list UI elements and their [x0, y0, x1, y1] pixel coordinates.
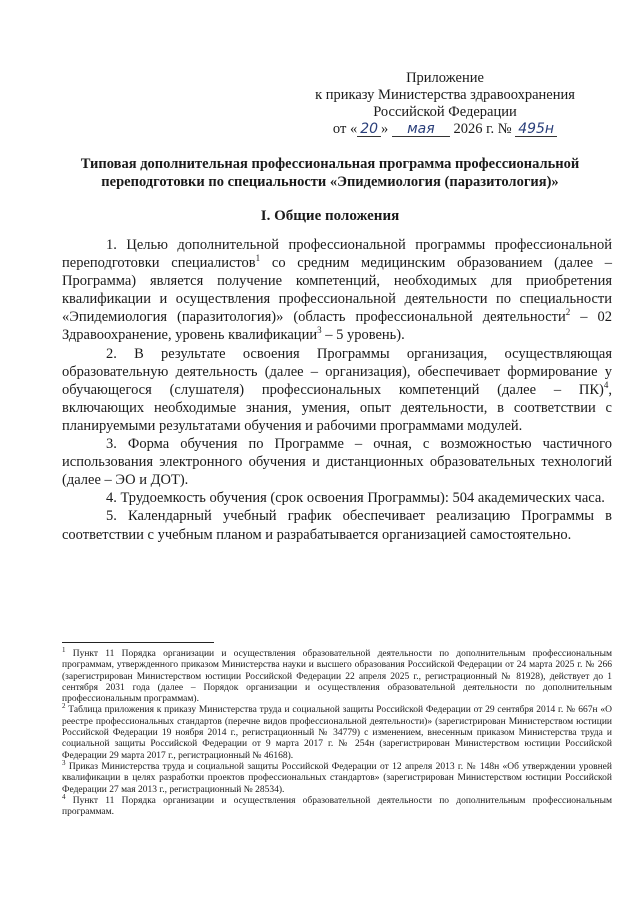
section-heading: I. Общие положения — [260, 208, 400, 224]
order-number-handwritten: 495н — [515, 122, 557, 137]
paragraph-3: 3. Форма обучения по Программе – очная, с возможностью частичного использования электронного обучения и дистанционных образовательных технологий (далее – ЭО и ДОТ). — [62, 436, 612, 489]
date-year: 2026 г. № — [453, 121, 512, 137]
footnote-separator — [62, 642, 214, 643]
footnote-1: $^1$ Пункт 11 Порядка организации и осуществления образовательной деятельности по дополнительным профессиональным программам, утвержденного приказом Министерства науки и высшего образования Российской Федерации от 24 марта 2025 г. № 266 (зарегистрирован Министерством юстиции Российской Федерации 22 апреля 2025 г., регистрационный № 81928), действует до 1 сентября 2031 года (далее – Порядок организации и осуществления образовательной деятельности по дополнительным профессиональным программам). — [62, 645, 612, 705]
footnote-2: $^2$ Таблица приложения к приказу Министерства труда и социальной защиты Российской Федерации от 29 сентября 2014 г. № 667н «О реестре профессиональных стандартов (перечне видов профессиональной деятельности)» (зарегистрирован Министерством юстиции Российской Федерации 19 ноября 2014 г., регистрационный № 34779) с изменением, внесенным приказом Министерства труда и социальной защиты Российской Федерации от 9 марта 2017 г. № 254н (зарегистрирован Министерством юстиции Российской Федерации 29 марта 2017 г., регистрационный № 46168). — [62, 702, 612, 761]
footnote-ref-4: 4 — [603, 379, 609, 390]
footnotes — [62, 645, 612, 818]
footnote-ref-3: 3 — [317, 325, 322, 336]
program-title: Типовая дополнительная профессиональная программа профессиональной переподготовки по специальности «Эпидемиология (паразитология)» — [80, 156, 580, 190]
appendix-label: Приложение — [406, 70, 484, 86]
paragraph-5: 5. Календарный учебный график обеспечивает реализацию Программы в соответствии с учебным планом и разрабатывается организацией самостоятельно. — [62, 508, 612, 543]
paragraph-2: 2. В результате освоения Программы организация, осуществляющая образовательную деятельность (далее – организация), обеспечивает формирование у обучающегося (слушателя) профессиональных компетенций (далее – ПК)$^4$, включающих необходимые знания, умения, опыт деятельности, в соответствии с планируемыми результатами обучения и рабочими программами модулей. — [62, 345, 612, 434]
paragraph-4: 4. Трудоемкость обучения (срок освоения Программы): 504 академических часа. — [106, 490, 605, 507]
footnote-ref-1: 1 — [255, 253, 261, 264]
date-quote-close: » — [381, 121, 389, 137]
footnote-4: $^4$ Пункт 11 Порядка организации и осуществления образовательной деятельности по дополнительным профессиональным программам. — [62, 792, 612, 818]
date-month-handwritten: мая — [392, 122, 450, 137]
date-day-handwritten: 20 — [357, 122, 381, 137]
section-body — [62, 236, 612, 544]
date-prefix: от « — [332, 121, 358, 137]
footnote-ref-2: 2 — [565, 307, 571, 318]
footnote-3: $^3$ Приказ Министерства труда и социальной защиты Российской Федерации от 12 апреля 2013 г. № 148н «Об утверждении уровней квалификации в целях разработки проектов профессиональных стандартов» (зарегистрирован Министерством юстиции Российской Федерации 27 мая 2013 г., регистрационный № 28534). — [62, 758, 612, 795]
paragraph-1: 1. Целью дополнительной профессиональной программы профессиональной переподготовки специалистов$^1$ со средним медицинским образованием (далее – Программа) является получение компетенций, необходимых для приобретения квалификации и осуществления профессиональной деятельности по специальности «Эпидемиология (паразитология)» (область профессиональной деятельности$^2$ – 02 Здравоохранение, уровень квалификации$^3$ – 5 уровень). — [62, 237, 612, 344]
appendix-order-ref: к приказу Министерства здравоохранения — [315, 87, 575, 103]
appendix-header — [300, 70, 590, 138]
appendix-date-line — [300, 121, 590, 138]
appendix-ministry: Российской Федерации — [373, 104, 517, 120]
